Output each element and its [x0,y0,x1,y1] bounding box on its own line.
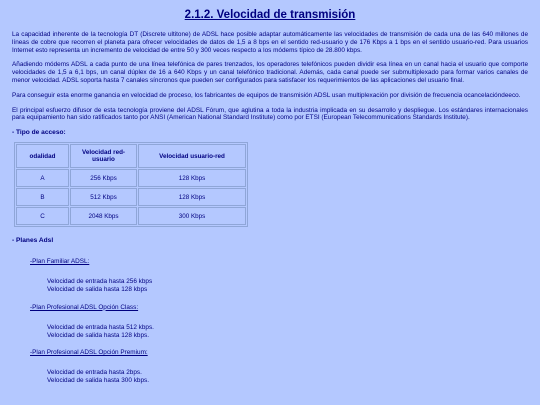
table-cell: 512 Kbps [70,188,137,206]
plan-detail-line: Velocidad de salida hasta 128 kbps. [47,331,149,339]
table-cell: 128 Kbps [138,169,246,187]
plan-name: -Plan Profesional ADSL Opción Premium: [30,349,148,357]
table-cell: 2048 Kbps [70,207,137,225]
table-cell: C [16,207,69,225]
plan-profesional-class [12,304,528,340]
table-cell: A [16,169,69,187]
page-title: 2.1.2. Velocidad de transmisión [184,9,356,21]
table-header-cell: odalidad [16,144,69,168]
paragraph-adsl-forum: El principal esfuerzo difusor de esta tecnología proviene del ADSL Fórum, que aglutina a toda la industria implicada en su desarrollo y despliegue. Los estándares internacionales para equipamiento han sido ratificados tanto por ANSI (American National Standard Institute) como por ETSI (European Telecommunications Standards Institute). [12,106,528,122]
table-row [16,169,246,187]
plans-heading: - Planes Adsl [12,237,54,245]
plan-profesional-premium [12,349,528,385]
paragraph-multiplexing: Para conseguir esta enorme ganancia en velocidad de proceso, los fabricantes de equipos de transmisión ADSL usan multiplexación por división de frecuencia ocancelacióndeeco. [12,91,521,99]
table-cell: B [16,188,69,206]
table-header-cell: Velocidad red-usuario [70,144,137,168]
table-cell: 256 Kbps [70,169,137,187]
plan-detail-line: Velocidad de salida hasta 300 kbps. [47,377,149,385]
table-cell: 128 Kbps [138,188,246,206]
table-header-row [16,144,246,168]
plan-name: -Plan Familiar ADSL: [30,258,90,266]
table-header-cell: Velocidad usuario-red [138,144,246,168]
table-row [16,188,246,206]
plan-name: -Plan Profesional ADSL Opción Class: [30,303,139,311]
plan-detail-line: Velocidad de salida hasta 128 kbps [47,285,148,293]
paragraph-modems: Añadiendo módems ADSL a cada punto de una línea telefónica de pares trenzados, los operadores telefónicos pueden dividir esa línea en un canal hacia el usuario que comporte velocidades de 1,5 a 6,1 bps, un canal dúplex de 16 a 640 Kbps y un canal telefónico tradicional. Además, cada canal puede ser submultiplexado para formar varios canales de menor velocidad. ADSL soporta hasta 7 canales síncronos que pueden ser configurados para satisfacer los requerimientos de las aplicaciones del usuario final. [12,61,528,84]
access-type-table [14,142,248,227]
paragraph-intro: La capacidad inherente de la tecnología DT (Discrete ultitone) de ADSL hace posible adaptar automáticamente las velocidades de transmisión de cada una de las 640 millones de líneas de cobre que recorren el planeta para ofrecer velocidades de datos de 1,5 a 8 bps en el sentido red-usuario y de 176 Kbps a 1 bps en el sentido usuario-red. Para usuarios Internet esto representa un incremento de velocidad de entre 50 y 300 veces respecto a los módems típico de 28.800 kbps. [12,31,528,54]
table-row [16,207,246,225]
access-type-heading: - Tipo de acceso: [12,129,66,137]
plan-familiar [12,258,528,294]
plan-detail-line: Velocidad de entrada hasta 2bps. [47,369,142,377]
table-cell: 300 Kbps [138,207,246,225]
plan-detail-line: Velocidad de entrada hasta 512 kbps. [47,323,154,331]
plan-detail-line: Velocidad de entrada hasta 256 kbps [47,278,153,286]
